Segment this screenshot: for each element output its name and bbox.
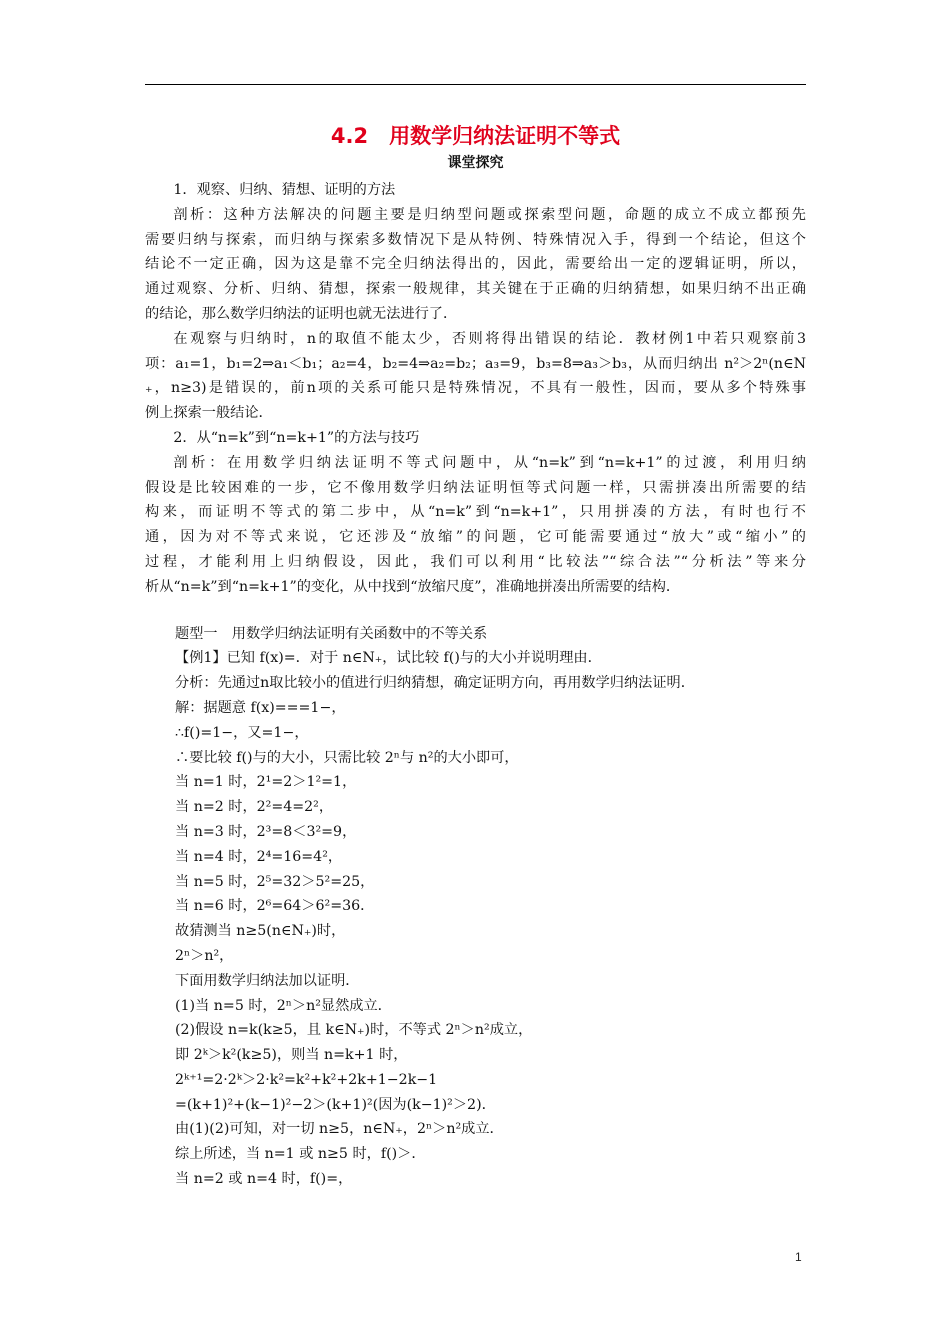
example-line: (1)当 n=5 时，2ⁿ＞n²显然成立．	[175, 997, 392, 1014]
example-line: 下面用数学归纳法加以证明．	[175, 972, 360, 989]
paragraph-line: 过程，才能利用上归纳假设，因此，我们可以利用“比较法”“综合法”“分析法”等来分	[145, 553, 806, 570]
page-title: 4.2 用数学归纳法证明不等式	[330, 124, 621, 148]
paragraph-line: ₊，n≥3)是错误的，前n项的关系可能只是特殊情况，不具有一般性，因而，要从多个特殊事	[145, 380, 806, 397]
page-subtitle: 课堂探究	[447, 155, 504, 171]
example-line: =(k+1)²+(k−1)²−2＞(k+1)²(因为(k−1)²＞2)．	[175, 1096, 496, 1113]
example-line: 分析：先通过n取比较小的值进行归纳猜想，确定证明方向，再用数学归纳法证明．	[175, 675, 695, 692]
paragraph-line: 通过观察、分析、归纳、猜想，探索一般规律，其关键在于正确的归纳猜想，如果归纳不出正确	[145, 281, 806, 298]
example-line: 当 n=3 时，2³=8＜3²=9，	[175, 823, 357, 840]
document-body	[145, 178, 806, 1192]
paragraph-line: 例上探索一般结论．	[145, 405, 273, 422]
paragraph-line: 在观察与归纳时，n的取值不能太少，否则将得出错误的结论．教材例1中若只观察前3	[173, 330, 806, 347]
example-line: (2)假设 n=k(k≥5，且 k∈N₊)时，不等式 2ⁿ＞n²成立，	[175, 1022, 533, 1039]
header-rule	[145, 84, 806, 85]
example-heading: 题型一 用数学归纳法证明有关函数中的不等关系	[175, 625, 488, 642]
paragraph-line: 假设是比较困难的一步，它不像用数学归纳法证明恒等式问题一样，只需拼凑出所需要的结	[145, 479, 806, 496]
example-line: 即 2ᵏ＞k²(k≥5)，则当 n=k+1 时，	[175, 1047, 408, 1064]
example-line: 当 n=5 时，2⁵=32＞5²=25，	[175, 873, 375, 890]
section-gap	[145, 600, 806, 622]
section-heading: 1．观察、归纳、猜想、证明的方法	[173, 182, 396, 198]
paragraph-line: 析从“n=k”到“n=k+1”的变化，从中找到“放缩尺度”，准确地拼凑出所需要的结构．	[145, 578, 681, 595]
paragraph-line: 剖析：这种方法解决的问题主要是归纳型问题或探索型问题，命题的成立不成立都预先	[173, 206, 806, 223]
example-line: 当 n=1 时，2¹=2＞1²=1，	[175, 774, 357, 791]
example-line: 【例1】已知 f(x)=．对于 n∈N₊，试比较 f()与的大小并说明理由．	[175, 650, 602, 667]
example-line: ∴要比较 f()与的大小，只需比较 2ⁿ与 n²的大小即可，	[175, 749, 519, 766]
example-line: 当 n=2 或 n=4 时，f()=，	[175, 1171, 353, 1188]
section-heading: 2．从“n=k”到“n=k+1”的方法与技巧	[173, 429, 420, 446]
example-line: 当 n=6 时，2⁶=64＞6²=36．	[175, 898, 375, 915]
example-line: 2ⁿ＞n²，	[175, 947, 234, 964]
page-number: 1	[795, 1250, 802, 1264]
example-line: 由(1)(2)可知，对一切 n≥5，n∈N₊，2ⁿ＞n²成立．	[175, 1121, 504, 1138]
example-line: 解：据题意 f(x)===1−，	[175, 699, 346, 716]
paragraph-line: 构来，而证明不等式的第二步中，从“n=k”到“n=k+1”，只用拼凑的方法，有时也行不	[145, 504, 806, 521]
paragraph-line: 项：a₁=1，b₁=2⇒a₁＜b₁；a₂=4，b₂=4⇒a₂=b₂；a₃=9，b₃=8⇒a₃＞b₃，从而归纳出 n²＞2ⁿ(n∈N	[145, 355, 806, 372]
paragraph-line: 结论不一定正确，因为这是靠不完全归纳法得出的，因此，需要给出一定的逻辑证明，所以，	[145, 256, 806, 273]
paragraph-line: 需要归纳与探索，而归纳与探索多数情况下是从特例、特殊情况入手，得到一个结论，但这个	[145, 231, 806, 248]
example-line: 2ᵏ⁺¹=2·2ᵏ＞2·k²=k²+k²+2k+1−2k−1	[175, 1071, 438, 1088]
paragraph-line: 的结论，那么数学归纳法的证明也就无法进行了．	[145, 305, 458, 322]
example-line: 综上所述，当 n=1 或 n≥5 时，f()＞．	[175, 1146, 426, 1163]
paragraph-line: 通，因为对不等式来说，它还涉及“放缩”的问题，它可能需要通过“放大”或“缩小”的	[145, 529, 806, 546]
paragraph-line: 剖析：在用数学归纳法证明不等式问题中，从“n=k”到“n=k+1”的过渡，利用归纳	[173, 454, 806, 471]
example-line: 故猜测当 n≥5(n∈N₊)时，	[175, 923, 346, 940]
example-line: ∴f()=1−，又=1−，	[175, 724, 309, 741]
example-line: 当 n=2 时，2²=4=2²，	[175, 799, 334, 816]
example-line: 当 n=4 时，2⁴=16=4²，	[175, 848, 343, 865]
